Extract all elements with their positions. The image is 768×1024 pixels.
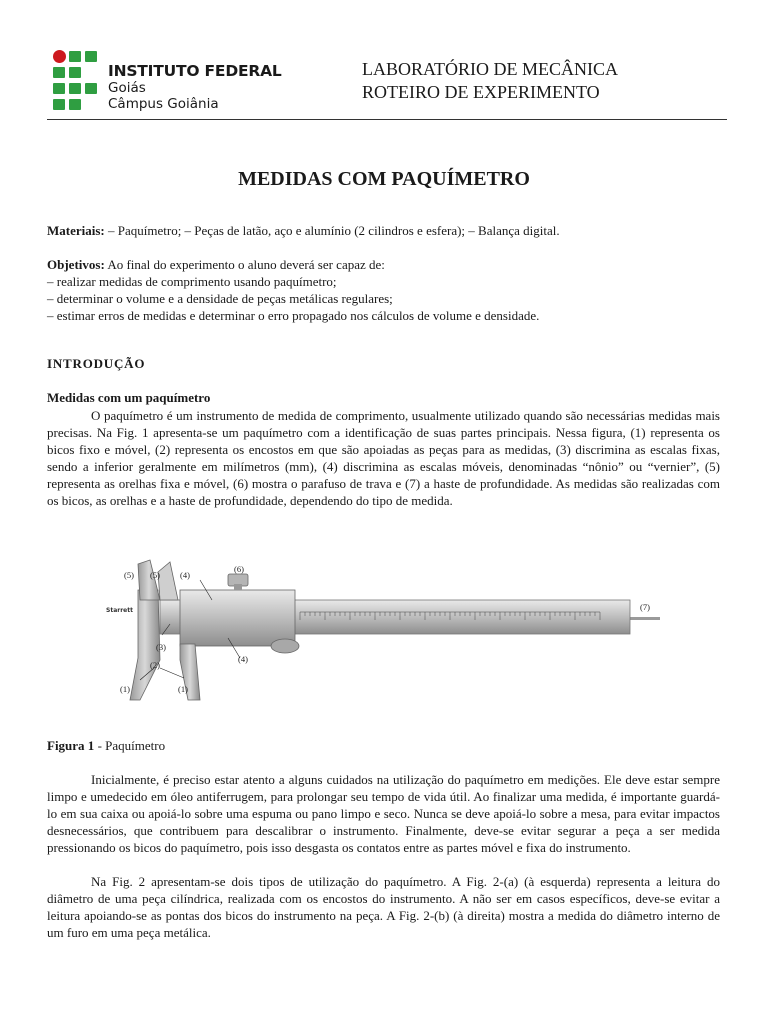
thumb-wheel [271,639,299,653]
label-contacts: (2) [150,660,160,670]
moving-ear [158,562,178,600]
objective-item: – estimar erros de medidas e determinar o erro propagado nos cálculos de volume e densidade. [47,308,540,323]
materials-text: – Paquímetro; – Peças de latão, aço e alumínio (2 cilindros e esfera); – Balança digital. [104,223,560,238]
lab-header [362,58,618,104]
materials-line [47,222,720,239]
document-type: ROTEIRO DE EXPERIMENTO [362,82,600,102]
institute-logo [53,50,303,114]
label-fixed-scale: (3) [156,642,166,652]
label-vernier-bottom: (4) [238,654,248,664]
figure-caption [47,738,165,754]
figure-caption-label: Figura 1 [47,738,95,753]
objective-item: – determinar o volume e a densidade de peças metálicas regulares; [47,291,393,306]
usage-paragraph: Na Fig. 2 apresentam-se dois tipos de utilização do paquímetro. A Fig. 2-(a) (à esquerda) representa a leitura do diâmetro de uma peça cilíndrica, realizada com os encostos do instrumento. A não ser em casos específicos, deve-se evitar a leitura apoiando-se as pontas dos bicos do instrumento na peça. A Fig. 2-(b) (à direita) mostra a medida do diâmetro interno de um furo em uma peça metálica. [47,874,720,940]
care-paragraph: Inicialmente, é preciso estar atento a alguns cuidados na utilização do paquímetro em medições. Ele deve estar sempre limpo e umedecido em óleo antiferrugem, para prolongar seu tempo de vida útil. Ao finalizar uma medida, é importante guardá-lo em sua caixa ou apoiá-lo sobre uma espuma ou pano limpo e seco. Nunca se deve apoiá-lo sobre a mesa, para evitar impactos desnecessários, que contribuem para descalibrar o instrumento. Finalmente, deve-se evitar segurar a peça a ser medida pressionando os bicos do paquímetro, pois isso desgasta os contatos entre as partes móvel e fixa do instrumento. [47,772,720,855]
logo-text [108,62,282,112]
fixed-ear [138,560,160,600]
label-ear-right: (5) [150,570,160,580]
objectives-block [47,256,720,324]
label-screw: (6) [234,564,244,574]
objective-item: – realizar medidas de comprimento usando paquímetro; [47,274,337,289]
page-title: MEDIDAS COM PAQUÍMETRO [238,168,530,190]
lab-name: LABORATÓRIO DE MECÂNICA [362,59,618,79]
lock-screw-stem [234,584,242,590]
section-heading-introduction: INTRODUÇÃO [47,356,146,371]
materials-label: Materiais: [47,223,105,238]
label-ear-left: (5) [124,570,134,580]
objectives-label: Objetivos: [47,257,105,272]
logo-grid-icon [53,50,99,112]
logo-campus: Câmpus Goiânia [108,96,219,112]
label-depth: (7) [640,602,650,612]
introduction-paragraph: O paquímetro é um instrumento de medida de comprimento, usualmente utilizado quando são necessárias medidas mais precisas. Na Fig. 1 apresenta-se um paquímetro com a identificação de suas partes principais. Nessa figura, (1) representa os bicos fixo e móvel, (2) representa os encostos em que são apoiadas as peças para as medidas, (3) discrimina as escalas fixas, sendo a inferior geralmente em milímetros (mm), (4) discrimina as escalas móveis, denominadas “nônio” ou “vernier”, (5) representa as orelhas fixa e móvel, (6) mostra o parafuso de trava e (7) a haste de profundidade. As medidas são realizadas com os bicos, as orelhas e a haste de profundidade, dependendo do tipo de medida. [47,408,720,508]
logo-title: INSTITUTO FEDERAL [108,62,282,80]
label-jaw-left: (1) [120,684,130,694]
objectives-intro: Ao final do experimento o aluno deverá ser capaz de: [104,257,385,272]
label-jaw-right: (1) [178,684,188,694]
header-divider [47,119,727,120]
figure-caption-text: - Paquímetro [94,738,166,753]
subheading-caliper: Medidas com um paquímetro [47,390,211,405]
label-vernier-top: (4) [180,570,190,580]
logo-state: Goiás [108,80,146,96]
slider [180,590,295,646]
brand-label: Starrett [106,607,133,614]
caliper-figure [100,550,670,710]
